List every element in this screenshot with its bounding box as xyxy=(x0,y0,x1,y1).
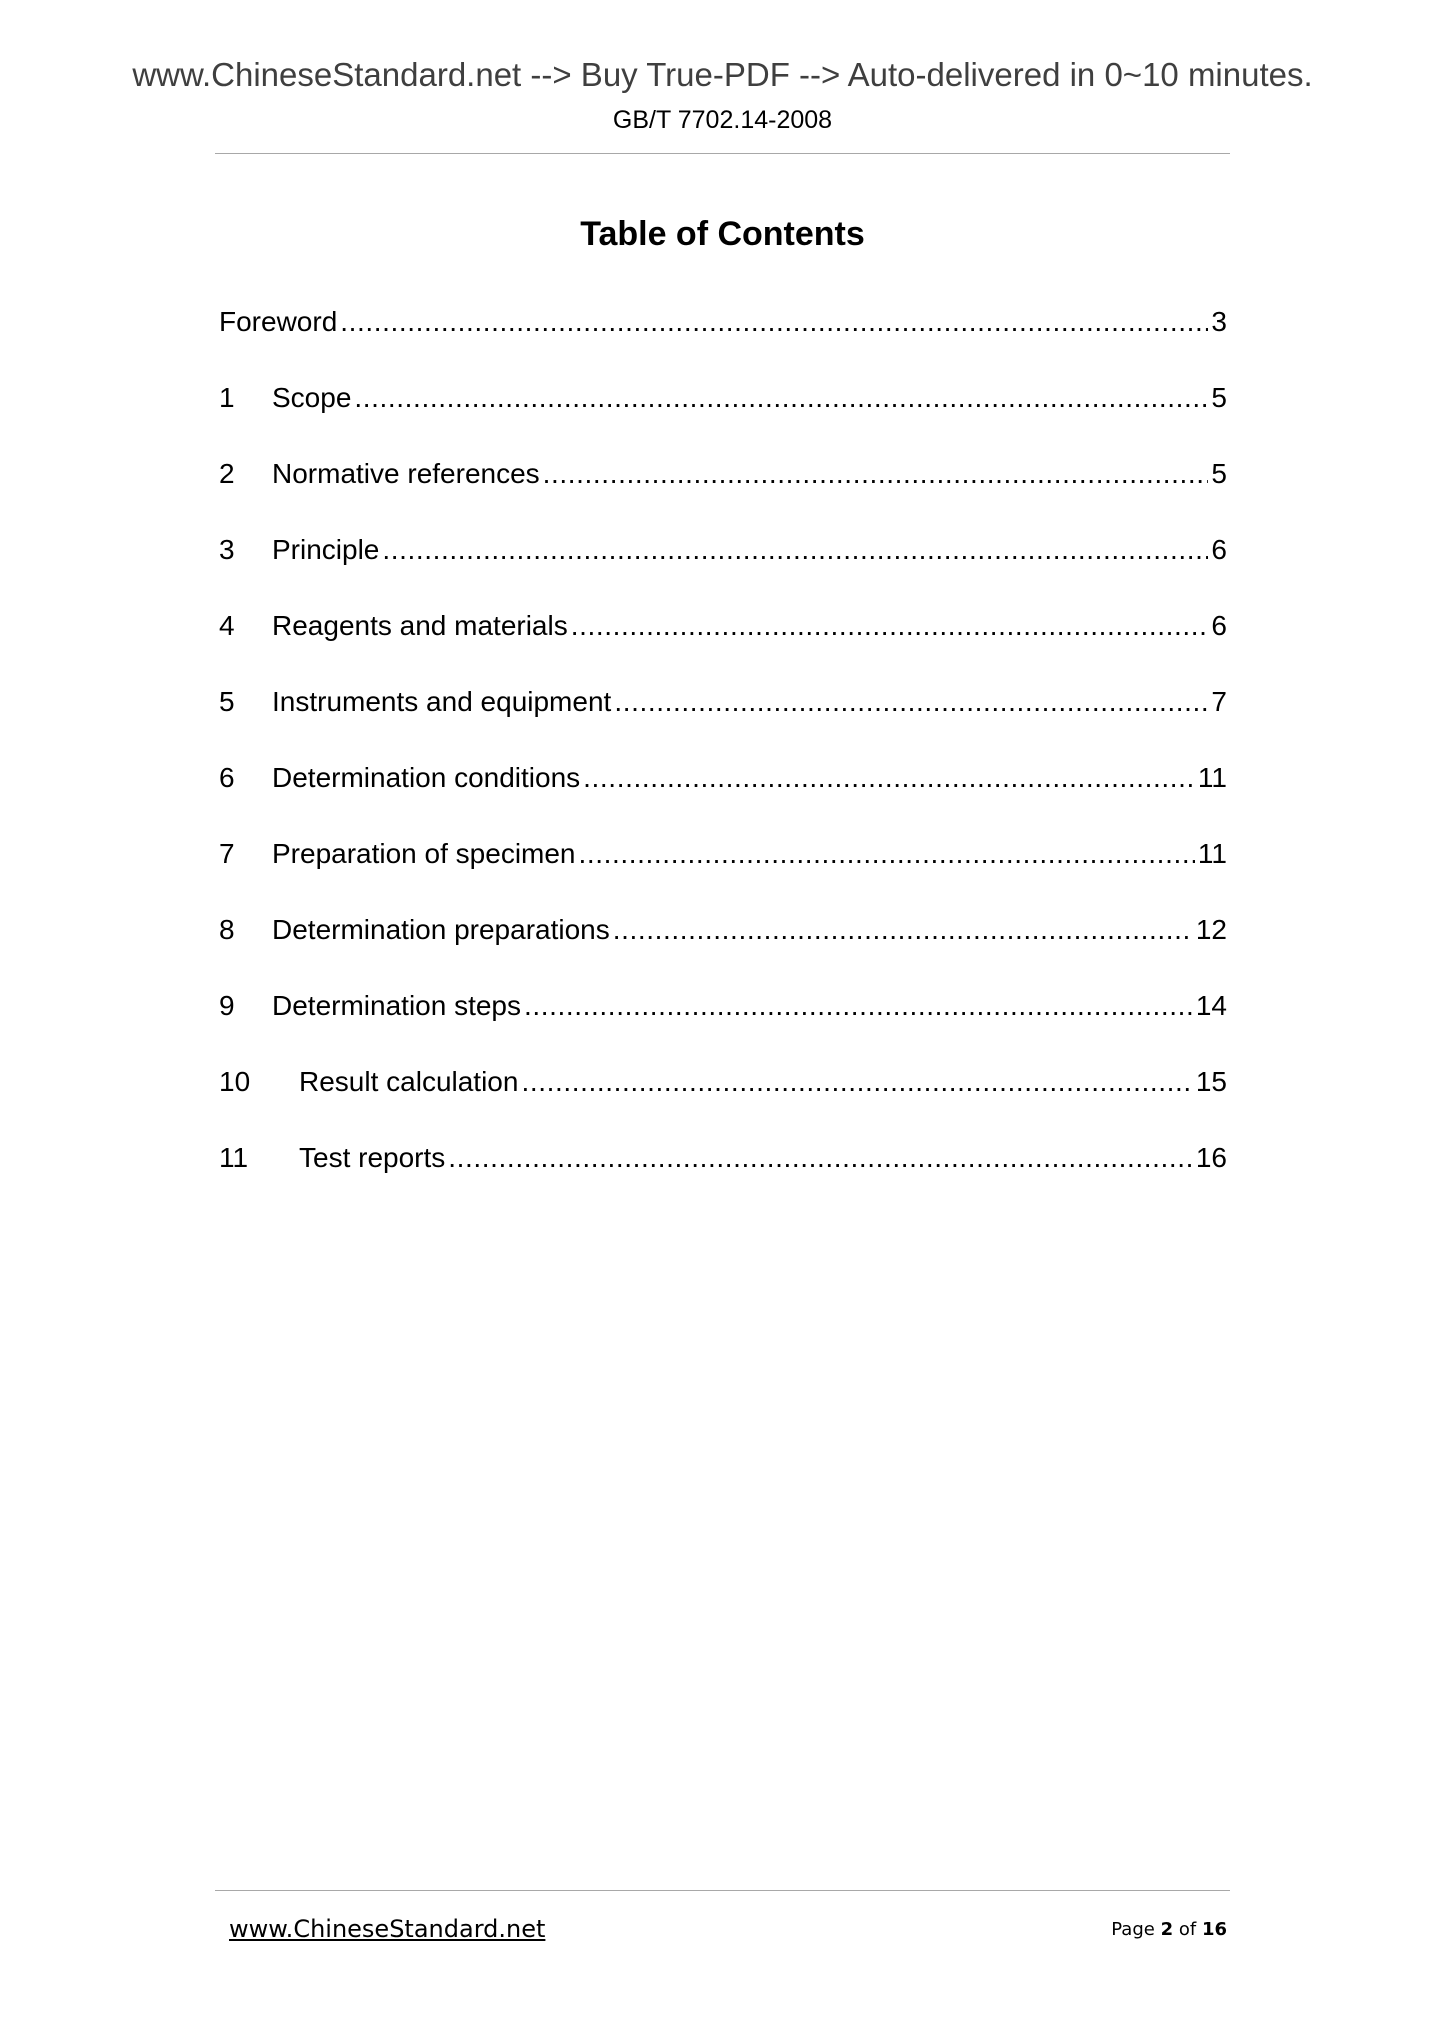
toc-leader-dots xyxy=(448,1138,1193,1178)
toc-entry-number: 4 xyxy=(219,610,235,641)
toc-entry-label: Foreword xyxy=(219,306,338,337)
toc-entry-label: Determination preparations xyxy=(272,914,610,945)
toc-leader-dots xyxy=(524,986,1193,1026)
toc-entry-number: 5 xyxy=(219,686,235,717)
site-banner: www.ChineseStandard.net --> Buy True-PDF --> Auto-delivered in 0~10 minutes. xyxy=(132,56,1313,93)
toc-entry-preparation-of-specimen[interactable] xyxy=(219,834,1227,910)
current-page-number: 2 xyxy=(1160,1919,1174,1940)
footer-divider xyxy=(215,1890,1230,1891)
toc-entry-page: 6 xyxy=(1211,534,1227,565)
toc-entry-label: Normative references xyxy=(272,458,540,489)
toc-entry-label: Determination steps xyxy=(272,990,522,1021)
toc-entry-label: Scope xyxy=(272,382,352,413)
toc-entry-page: 12 xyxy=(1195,914,1227,945)
toc-entry-page: 14 xyxy=(1195,990,1227,1021)
toc-entry-number: 8 xyxy=(219,914,235,945)
toc-entry-reagents-and-materials[interactable] xyxy=(219,606,1227,682)
toc-entry-page: 6 xyxy=(1211,610,1227,641)
toc-leader-dots xyxy=(354,378,1208,418)
toc-entry-determination-steps[interactable] xyxy=(219,986,1227,1062)
page-prefix: Page xyxy=(1111,1919,1155,1940)
toc-entry-number: 1 xyxy=(219,382,235,413)
toc-entry-number: 7 xyxy=(219,838,235,869)
toc-entry-page: 7 xyxy=(1211,686,1227,717)
toc-entry-determination-conditions[interactable] xyxy=(219,758,1227,834)
toc-entry-page: 3 xyxy=(1211,306,1227,337)
toc-entry-label: Test reports xyxy=(299,1142,446,1173)
toc-entry-label: Preparation of specimen xyxy=(272,838,576,869)
toc-entry-page: 11 xyxy=(1197,762,1227,793)
toc-entry-normative-references[interactable] xyxy=(219,454,1227,530)
page-of: of xyxy=(1178,1919,1197,1940)
toc-leader-dots xyxy=(543,454,1209,494)
toc-entry-number: 3 xyxy=(219,534,235,565)
toc-entry-test-reports[interactable] xyxy=(219,1138,1227,1214)
toc-entry-result-calculation[interactable] xyxy=(219,1062,1227,1138)
page-title: Table of Contents xyxy=(580,215,865,253)
toc-entry-page: 5 xyxy=(1211,382,1227,413)
toc-entry-number: 6 xyxy=(219,762,235,793)
standard-code: GB/T 7702.14-2008 xyxy=(612,106,833,134)
toc-entry-principle[interactable] xyxy=(219,530,1227,606)
toc-entry-number: 10 xyxy=(219,1066,251,1097)
total-page-count: 16 xyxy=(1201,1919,1227,1940)
toc-leader-dots xyxy=(613,910,1193,950)
header-divider xyxy=(215,153,1230,154)
toc-entry-page: 15 xyxy=(1195,1066,1227,1097)
table-of-contents xyxy=(219,302,1227,1214)
toc-entry-number: 11 xyxy=(219,1142,249,1173)
toc-leader-dots xyxy=(579,834,1195,874)
toc-leader-dots xyxy=(382,530,1208,570)
toc-entry-foreword[interactable] xyxy=(219,302,1227,378)
toc-entry-page: 5 xyxy=(1211,458,1227,489)
toc-entry-number: 9 xyxy=(219,990,235,1021)
toc-entry-label: Determination conditions xyxy=(272,762,581,793)
page-indicator xyxy=(1111,1919,1227,1940)
toc-entry-page: 16 xyxy=(1195,1142,1227,1173)
toc-entry-scope[interactable] xyxy=(219,378,1227,454)
toc-entry-label: Reagents and materials xyxy=(272,610,568,641)
toc-leader-dots xyxy=(614,682,1208,722)
toc-entry-label: Result calculation xyxy=(299,1066,519,1097)
toc-leader-dots xyxy=(340,302,1208,342)
toc-entry-determination-preparations[interactable] xyxy=(219,910,1227,986)
toc-entry-label: Instruments and equipment xyxy=(272,686,612,717)
toc-leader-dots xyxy=(583,758,1195,798)
toc-entry-label: Principle xyxy=(272,534,380,565)
toc-entry-number: 2 xyxy=(219,458,235,489)
toc-leader-dots xyxy=(521,1062,1192,1102)
toc-entry-instruments-and-equipment[interactable] xyxy=(219,682,1227,758)
toc-leader-dots xyxy=(571,606,1209,646)
toc-entry-page: 11 xyxy=(1197,838,1227,869)
footer-site-link[interactable]: www.ChineseStandard.net xyxy=(229,1915,546,1943)
